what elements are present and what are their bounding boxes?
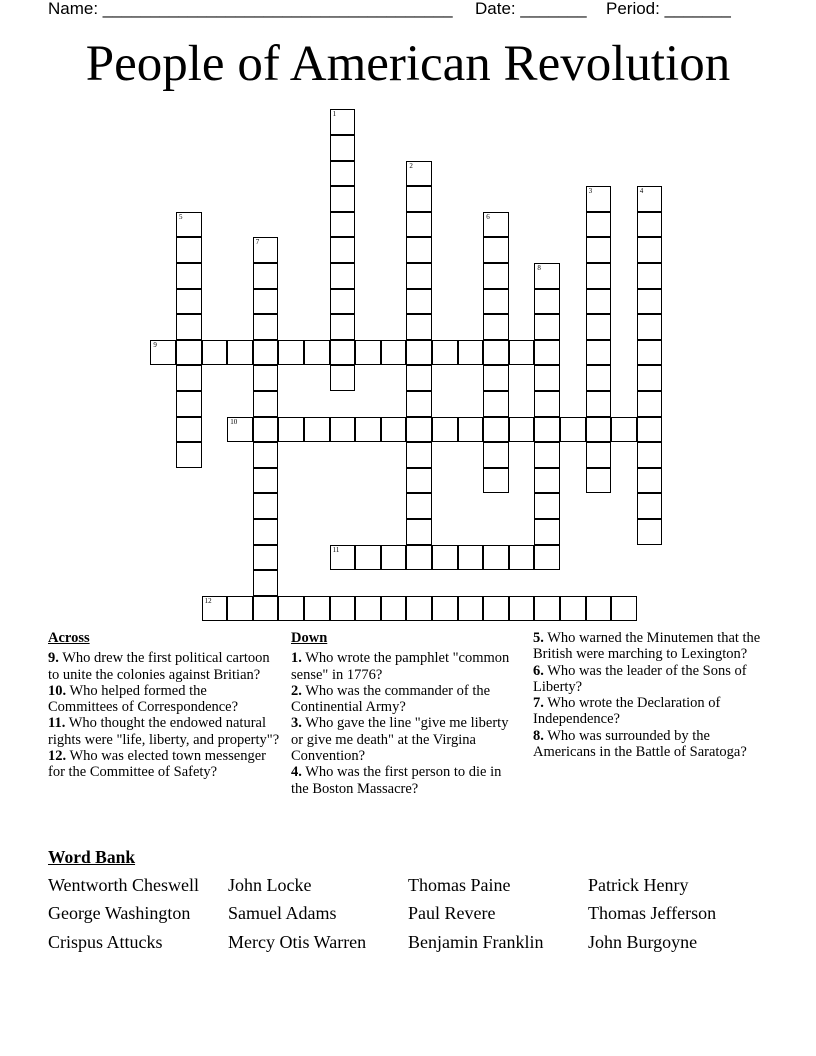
clue-text: Who drew the first political cartoon to unite the colonies against Britian? — [48, 650, 270, 683]
across-clue-10 — [48, 683, 280, 716]
crossword-cell[interactable] — [330, 314, 356, 340]
crossword-cell[interactable] — [202, 596, 228, 622]
clue-number: 5. — [533, 630, 544, 646]
crossword-cell[interactable] — [483, 417, 509, 443]
crossword-cell[interactable] — [637, 468, 663, 494]
crossword-cell[interactable] — [432, 417, 458, 443]
crossword-cell[interactable] — [586, 340, 612, 366]
crossword-cell[interactable] — [176, 237, 202, 263]
crossword-cell[interactable] — [637, 186, 663, 212]
crossword-cell[interactable] — [483, 391, 509, 417]
crossword-cell[interactable] — [406, 340, 432, 366]
crossword-cell[interactable] — [202, 340, 228, 366]
crossword-cell[interactable] — [406, 417, 432, 443]
crossword-cell[interactable] — [330, 186, 356, 212]
crossword-cell[interactable] — [330, 545, 356, 571]
down-clue-3 — [291, 715, 521, 764]
across-clue-11 — [48, 715, 280, 748]
crossword-cell[interactable] — [176, 314, 202, 340]
crossword-cell[interactable] — [278, 596, 304, 622]
crossword-cell[interactable] — [586, 263, 612, 289]
crossword-cell[interactable] — [586, 442, 612, 468]
crossword-cell[interactable] — [253, 289, 279, 315]
word-bank-item: Samuel Adams — [228, 903, 337, 923]
crossword-cell[interactable] — [253, 391, 279, 417]
crossword-cell[interactable] — [355, 417, 381, 443]
crossword-cell[interactable] — [534, 263, 560, 289]
crossword-cell[interactable] — [355, 545, 381, 571]
crossword-cell[interactable] — [483, 468, 509, 494]
crossword-cell[interactable] — [330, 340, 356, 366]
crossword-cell[interactable] — [406, 365, 432, 391]
word-bank-item: Mercy Otis Warren — [228, 932, 367, 952]
crossword-cell[interactable] — [586, 212, 612, 238]
crossword-cell[interactable] — [355, 340, 381, 366]
crossword-cell[interactable] — [637, 519, 663, 545]
crossword-cell[interactable] — [253, 493, 279, 519]
crossword-cell[interactable] — [406, 468, 432, 494]
clue-number-label: 8 — [537, 264, 541, 272]
crossword-cell[interactable] — [381, 545, 407, 571]
crossword-cell[interactable] — [406, 263, 432, 289]
word-bank-item: Wentworth Cheswell — [48, 875, 200, 895]
crossword-cell[interactable] — [534, 340, 560, 366]
crossword-cell[interactable] — [176, 442, 202, 468]
down-clue-7 — [533, 695, 773, 728]
crossword-cell[interactable] — [330, 289, 356, 315]
crossword-cell[interactable] — [483, 212, 509, 238]
crossword-cell[interactable] — [637, 391, 663, 417]
down-clue-1 — [291, 650, 521, 683]
crossword-cell[interactable] — [637, 442, 663, 468]
crossword-cell[interactable] — [483, 442, 509, 468]
crossword-cell[interactable] — [304, 417, 330, 443]
crossword-cell[interactable] — [586, 237, 612, 263]
crossword-cell[interactable] — [611, 417, 637, 443]
crossword-cell[interactable] — [432, 596, 458, 622]
crossword-cell[interactable] — [176, 212, 202, 238]
crossword-cell[interactable] — [637, 314, 663, 340]
crossword-cell[interactable] — [381, 417, 407, 443]
clue-number: 12. — [48, 748, 67, 765]
crossword-cell[interactable] — [534, 519, 560, 545]
crossword-cell[interactable] — [534, 545, 560, 571]
crossword-cell[interactable] — [406, 314, 432, 340]
clue-number-label: 9 — [153, 340, 157, 349]
crossword-cell[interactable] — [637, 417, 663, 443]
crossword-cell[interactable] — [637, 493, 663, 519]
crossword-cell[interactable] — [253, 263, 279, 289]
crossword-cell[interactable] — [483, 545, 509, 571]
crossword-cell[interactable] — [150, 340, 176, 366]
crossword-cell[interactable] — [432, 545, 458, 571]
crossword-cell[interactable] — [509, 417, 535, 443]
crossword-cell[interactable] — [330, 596, 356, 622]
clue-number: 3. — [291, 715, 302, 732]
clue-text: Who was elected town messenger for the Committee of Safety? — [48, 748, 266, 781]
crossword-cell[interactable] — [586, 468, 612, 494]
crossword-cell[interactable] — [406, 391, 432, 417]
crossword-cell[interactable] — [406, 212, 432, 238]
clue-text: Who was the first person to die in the Boston Massacre? — [291, 764, 502, 797]
crossword-cell[interactable] — [330, 161, 356, 187]
crossword-cell[interactable] — [509, 545, 535, 571]
crossword-cell[interactable] — [458, 596, 484, 622]
crossword-cell[interactable] — [534, 314, 560, 340]
crossword-cell[interactable] — [253, 442, 279, 468]
crossword-cell[interactable] — [381, 596, 407, 622]
word-bank-item: Paul Revere — [408, 903, 496, 923]
across-clue-9 — [48, 650, 280, 683]
crossword-cell[interactable] — [406, 289, 432, 315]
crossword-cell[interactable] — [406, 161, 432, 187]
clue-number: 7. — [533, 695, 544, 712]
crossword-cell[interactable] — [586, 596, 612, 622]
word-bank-item: Crispus Attucks — [48, 932, 163, 952]
crossword-cell[interactable] — [330, 365, 356, 391]
crossword-cell[interactable] — [458, 417, 484, 443]
crossword-cell[interactable] — [330, 237, 356, 263]
crossword-cell[interactable] — [637, 340, 663, 366]
crossword-cell[interactable] — [330, 212, 356, 238]
clue-text: Who was surrounded by the Americans in the Battle of Saratoga? — [533, 727, 747, 761]
clue-text: Who was the leader of the Sons of Liberty? — [533, 662, 747, 695]
clue-text: Who thought the endowed natural rights were "life, liberty, and property"? — [48, 715, 280, 748]
clue-number-label: 11 — [332, 545, 340, 554]
clue-text: Who was the commander of the Continential Army? — [291, 682, 491, 716]
crossword-cell[interactable] — [432, 340, 458, 366]
page-title: People of American Revolution — [85, 36, 731, 92]
name-field[interactable]: Name: _____________________________________ — [48, 0, 453, 18]
crossword-cell[interactable] — [637, 212, 663, 238]
clue-number-label: 5 — [179, 212, 183, 221]
clue-number: 9. — [48, 650, 59, 667]
down-heading: Down — [291, 630, 328, 646]
crossword-cell[interactable] — [483, 237, 509, 263]
clue-number: 8. — [533, 727, 544, 744]
clue-number-label: 2 — [409, 161, 413, 170]
crossword-cell[interactable] — [253, 545, 279, 571]
down-clues — [291, 630, 521, 797]
crossword-cell[interactable] — [637, 237, 663, 263]
clue-number: 1. — [291, 650, 302, 667]
clue-text: Who wrote the Declaration of Independence? — [533, 695, 721, 728]
word-bank-item: Thomas Jefferson — [588, 903, 717, 923]
crossword-cell[interactable] — [534, 442, 560, 468]
crossword-cell[interactable] — [534, 289, 560, 315]
clue-number-label: 12 — [204, 596, 212, 605]
down-clues-continued — [533, 630, 773, 760]
crossword-cell[interactable] — [560, 596, 586, 622]
crossword-cell[interactable] — [176, 340, 202, 366]
crossword-cell[interactable] — [637, 289, 663, 315]
down-clue-2 — [291, 683, 521, 716]
crossword-cell[interactable] — [330, 417, 356, 443]
crossword-cell[interactable] — [330, 263, 356, 289]
crossword-cell[interactable] — [509, 340, 535, 366]
down-clue-6 — [533, 663, 773, 696]
crossword-cell[interactable] — [330, 135, 356, 161]
crossword-cell[interactable] — [253, 237, 279, 263]
date-field[interactable]: Date: _______ — [475, 0, 587, 18]
clue-number: 11. — [48, 715, 66, 732]
down-clue-8 — [533, 728, 773, 761]
clue-text: Who warned the Minutemen that the British were marching to Lexington? — [533, 630, 761, 663]
crossword-cell[interactable] — [586, 365, 612, 391]
across-clue-12 — [48, 748, 280, 781]
header — [48, 0, 788, 20]
crossword-cell[interactable] — [253, 570, 279, 596]
crossword-cell[interactable] — [406, 186, 432, 212]
clue-number: 2. — [291, 682, 302, 699]
crossword-cell[interactable] — [176, 391, 202, 417]
word-bank-item: Benjamin Franklin — [408, 932, 544, 952]
crossword-cell[interactable] — [534, 391, 560, 417]
clue-number-label: 6 — [486, 212, 490, 221]
crossword-cell[interactable] — [304, 596, 330, 622]
crossword-cell[interactable] — [534, 417, 560, 443]
crossword-cell[interactable] — [253, 417, 279, 443]
clue-number-label: 3 — [588, 187, 593, 196]
word-bank-title: Word Bank — [48, 847, 136, 867]
crossword-cell[interactable] — [227, 596, 253, 622]
crossword-cell[interactable] — [406, 442, 432, 468]
crossword-cell[interactable] — [586, 289, 612, 315]
crossword-cell[interactable] — [483, 289, 509, 315]
crossword-cell[interactable] — [483, 340, 509, 366]
crossword-cell[interactable] — [253, 314, 279, 340]
crossword-cell[interactable] — [176, 365, 202, 391]
crossword-cell[interactable] — [176, 417, 202, 443]
crossword-cell[interactable] — [253, 596, 279, 622]
crossword-cell[interactable] — [406, 596, 432, 622]
crossword-cell[interactable] — [586, 391, 612, 417]
crossword-cell[interactable] — [381, 340, 407, 366]
crossword-cell[interactable] — [253, 519, 279, 545]
crossword-cell[interactable] — [227, 417, 253, 443]
crossword-cell[interactable] — [304, 340, 330, 366]
crossword-cell[interactable] — [560, 417, 586, 443]
crossword-cell[interactable] — [355, 596, 381, 622]
crossword-cell[interactable] — [406, 519, 432, 545]
crossword-cell[interactable] — [637, 263, 663, 289]
crossword-cell[interactable] — [586, 314, 612, 340]
crossword-cell[interactable] — [483, 596, 509, 622]
crossword-cell[interactable] — [458, 340, 484, 366]
crossword-grid — [151, 110, 644, 624]
crossword-cell[interactable] — [278, 417, 304, 443]
crossword-cell[interactable] — [611, 596, 637, 622]
crossword-cell[interactable] — [278, 340, 304, 366]
crossword-cell[interactable] — [253, 340, 279, 366]
crossword-cell[interactable] — [483, 263, 509, 289]
crossword-cell[interactable] — [330, 109, 356, 135]
crossword-cell[interactable] — [534, 365, 560, 391]
crossword-cell[interactable] — [406, 545, 432, 571]
clue-number-label: 1 — [332, 110, 337, 119]
down-clue-5 — [533, 630, 773, 663]
crossword-cell[interactable] — [253, 468, 279, 494]
crossword-cell[interactable] — [534, 493, 560, 519]
crossword-cell[interactable] — [483, 314, 509, 340]
clue-number-label: 10 — [230, 417, 238, 426]
clue-text: Who gave the line "give me liberty or give me death" at the Virgina Convention? — [291, 715, 509, 765]
crossword-cell[interactable] — [637, 365, 663, 391]
word-bank-item: John Burgoyne — [588, 932, 698, 952]
crossword-cell[interactable] — [176, 263, 202, 289]
clue-text: Who helped formed the Committees of Correspondence? — [48, 682, 239, 716]
crossword-cell[interactable] — [509, 596, 535, 622]
crossword-cell[interactable] — [406, 493, 432, 519]
crossword-cell[interactable] — [586, 417, 612, 443]
clue-number-label: 7 — [255, 238, 260, 247]
clue-number: 10. — [48, 682, 67, 699]
crossword-cell[interactable] — [458, 545, 484, 571]
crossword-cell[interactable] — [586, 186, 612, 212]
crossword-cell[interactable] — [534, 468, 560, 494]
clue-text: Who wrote the pamphlet "common sense" in 1776? — [291, 650, 510, 683]
crossword-cell[interactable] — [534, 596, 560, 622]
down-clue-4 — [291, 764, 521, 797]
clue-number: 6. — [533, 662, 544, 679]
crossword-cell[interactable] — [176, 289, 202, 315]
across-clues — [48, 630, 280, 781]
across-heading: Across — [48, 630, 90, 646]
clue-number-label: 4 — [639, 187, 644, 196]
crossword-cell[interactable] — [406, 237, 432, 263]
word-bank-item: Thomas Paine — [408, 875, 511, 895]
word-bank-item: George Washington — [48, 903, 191, 923]
crossword-cell[interactable] — [227, 340, 253, 366]
word-bank-item: John Locke — [228, 875, 312, 895]
clue-number: 4. — [291, 764, 302, 781]
period-field[interactable]: Period: _______ — [606, 0, 731, 18]
word-bank-item: Patrick Henry — [588, 875, 689, 895]
crossword-cell[interactable] — [253, 365, 279, 391]
crossword-cell[interactable] — [483, 365, 509, 391]
